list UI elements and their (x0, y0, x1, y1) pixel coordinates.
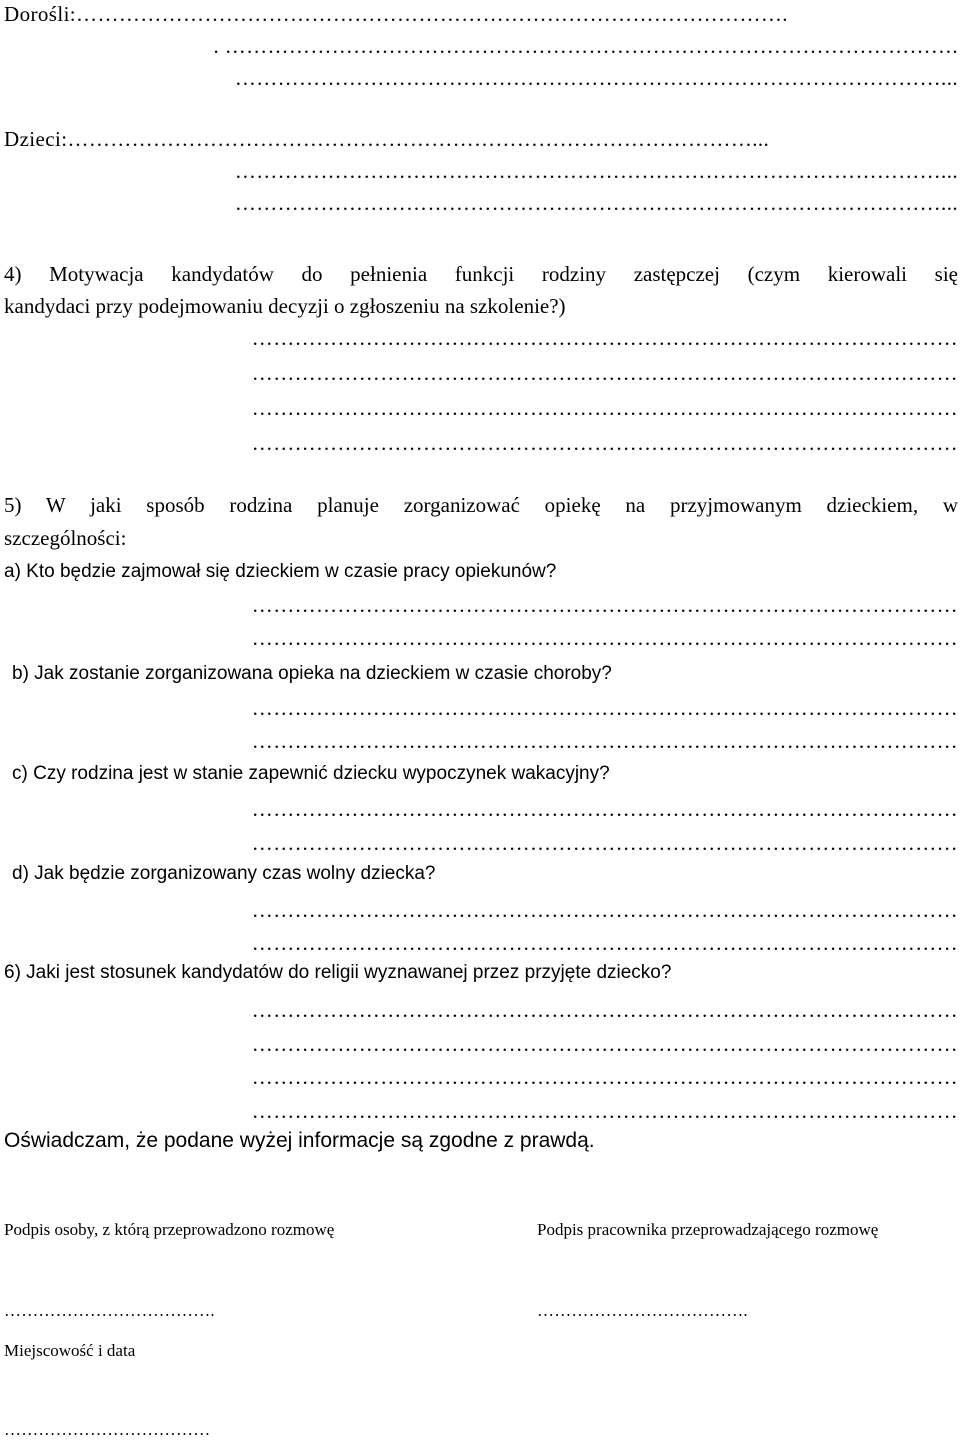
question-5d-answer-1: ……………………………………………………………………………………… (251, 898, 958, 922)
question-6-answer-1: ……………………………………………………………………………………… (251, 998, 958, 1022)
question-4-answer-2: ……………………………………………………………………………………… (251, 361, 958, 385)
adults-dots: ………………………………………………………………………………………. (76, 2, 788, 26)
question-4-line-1: 4) Motywacja kandydatów do pełnienia funkcji rodziny zastępczej (czym kierowali się (4, 262, 958, 286)
question-5b-answer-1: ……………………………………………………………………………………… (251, 696, 958, 720)
signature-left-label: Podpis osoby, z którą przeprowadzono rozmowę (4, 1220, 335, 1239)
question-5-line-2: szczególności: (4, 526, 127, 550)
question-4-answer-4: ……………………………………………………………………………………… (251, 431, 958, 455)
question-5c-answer-1: ……………………………………………………………………………………… (251, 797, 958, 821)
question-5d-answer-2: ……………………………………………………………………………………… (251, 931, 958, 955)
question-5b: b) Jak zostanie zorganizowana opieka na dzieckiem w czasie choroby? (12, 663, 612, 684)
signature-left-line: ………………………………. (4, 1301, 215, 1320)
children-line-3: ………………………………………………………………………………………... (234, 191, 958, 215)
adults-label: Dorośli: (4, 2, 77, 26)
question-5c-answer-2: ……………………………………………………………………………………… (251, 831, 958, 855)
question-5d: d) Jak będzie zorganizowany czas wolny dziecka? (12, 863, 436, 884)
question-4-line-2: kandydaci przy podejmowaniu decyzji o zgłoszeniu na szkolenie?) (4, 294, 566, 318)
question-5a: a) Kto będzie zajmował się dzieckiem w czasie pracy opiekunów? (4, 561, 557, 582)
place-date-line: ……………………………… (4, 1420, 211, 1439)
question-5a-answer-1: ……………………………………………………………………………………… (251, 593, 958, 617)
signature-right-line: ………………………………. (537, 1301, 748, 1320)
question-5a-answer-2: ……………………………………………………………………………………… (251, 626, 958, 650)
question-4-answer-1: ……………………………………………………………………………………… (251, 326, 958, 350)
children-line-1 (4, 125, 958, 153)
place-date-label: Miejscowość i data (4, 1341, 136, 1360)
children-line-2: ………………………………………………………………………………………... (234, 159, 958, 183)
adults-line-3: ………………………………………………………………………………………... (234, 66, 958, 90)
question-6-answer-2: ……………………………………………………………………………………… (251, 1032, 958, 1056)
declaration: Oświadczam, że podane wyżej informacje są zgodne z prawdą. (4, 1129, 595, 1152)
question-5b-answer-2: ……………………………………………………………………………………… (251, 729, 958, 753)
adults-line-2: . …………………………………………………………………………………………. (213, 34, 958, 58)
question-4-answer-3: ……………………………………………………………………………………… (251, 396, 958, 420)
signature-right-label: Podpis pracownika przeprowadzającego rozmowę (537, 1220, 879, 1239)
question-6-answer-4: ……………………………………………………………………………………… (251, 1099, 958, 1123)
question-6: 6) Jaki jest stosunek kandydatów do religii wyznawanej przez przyjęte dziecko? (4, 962, 672, 983)
question-6-answer-3: ……………………………………………………………………………………… (251, 1065, 958, 1089)
adults-line-1 (4, 0, 958, 28)
children-label: Dzieci: (4, 127, 68, 151)
question-5c: c) Czy rodzina jest w stanie zapewnić dziecku wypoczynek wakacyjny? (12, 763, 610, 784)
children-dots: ……………………………………………………………………………………... (67, 127, 770, 151)
question-5-line-1: 5) W jaki sposób rodzina planuje zorganizować opiekę na przyjmowanym dzieckiem, w (4, 493, 958, 517)
